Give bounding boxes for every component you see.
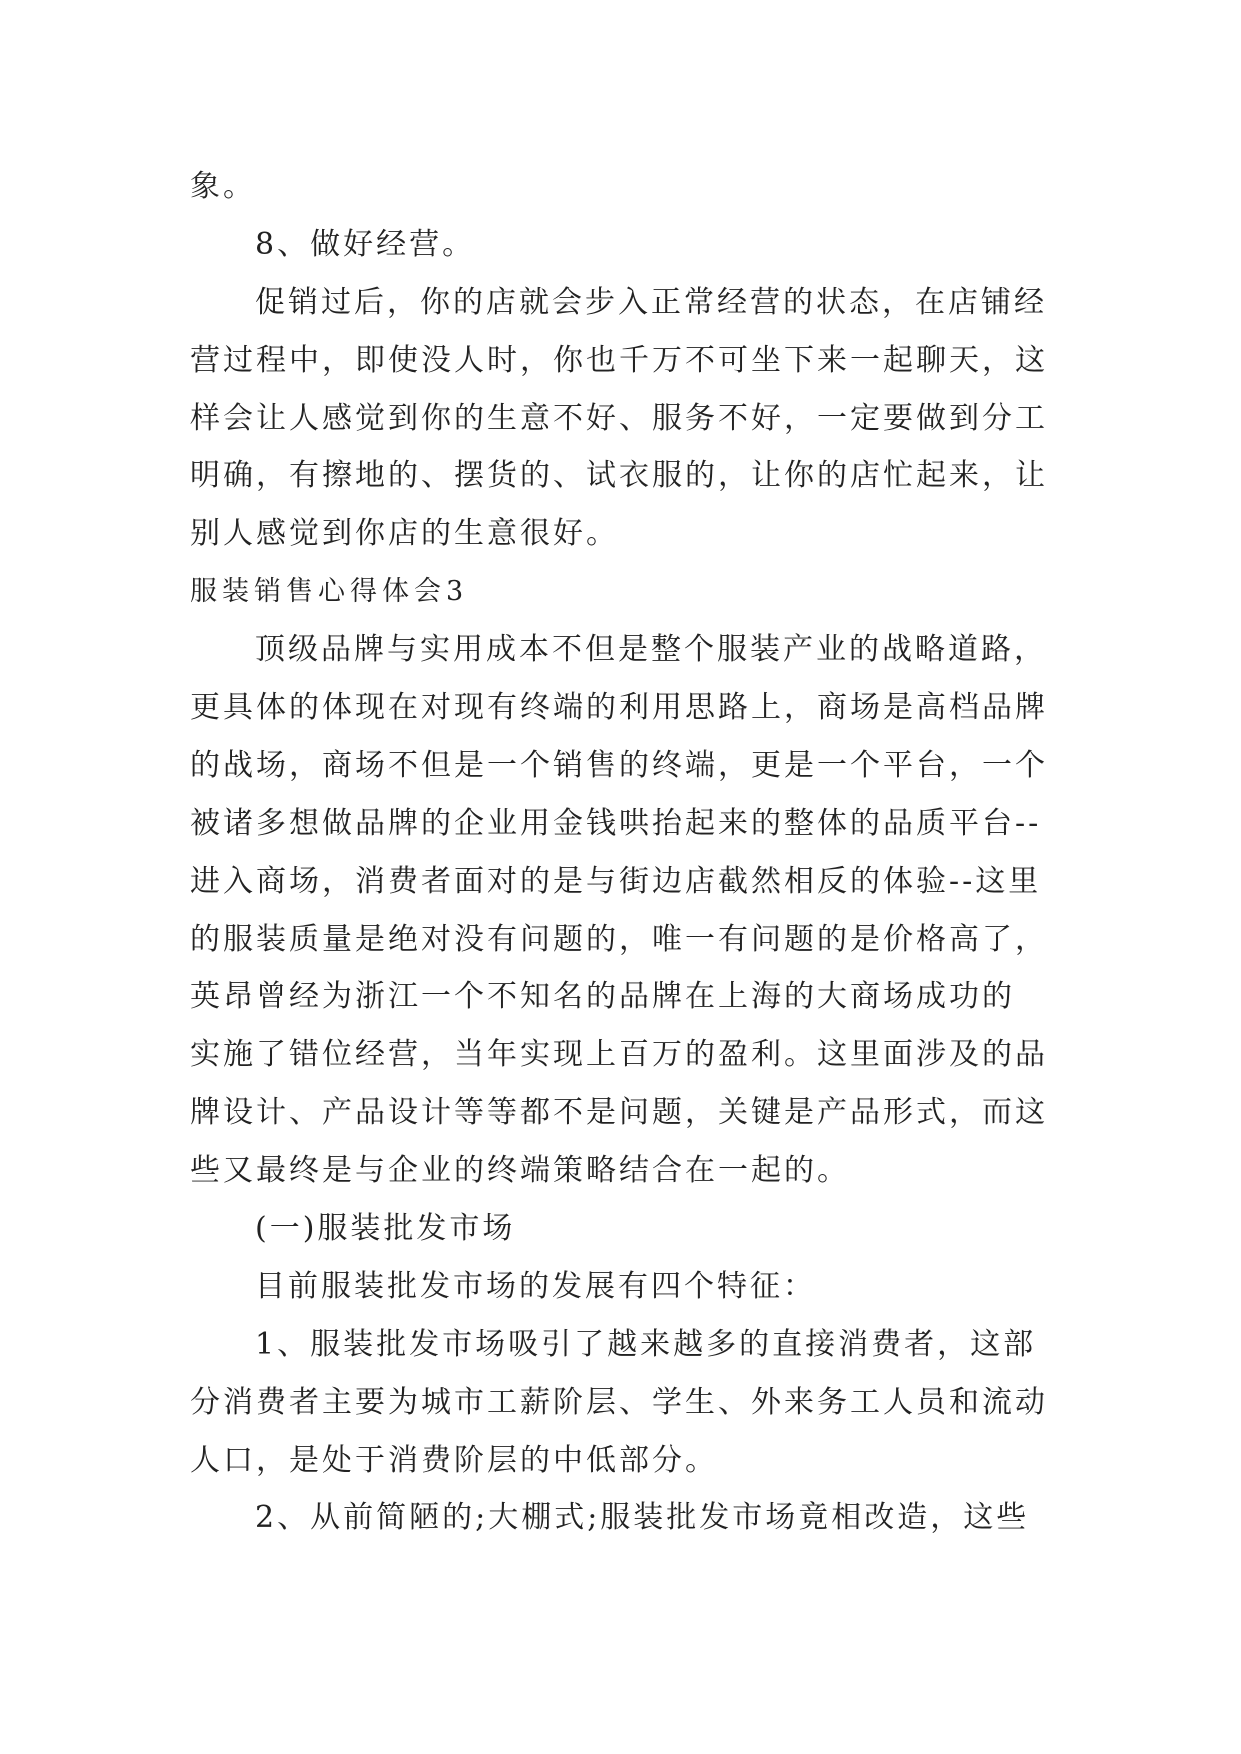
paragraph-line: 牌设计、产品设计等等都不是问题，关键是产品形式，而这 — [190, 1095, 1048, 1131]
paragraph-line: 8、做好经营。 — [255, 226, 476, 262]
paragraph-line: 更具体的体现在对现有终端的利用思路上，商场是高档品牌 — [190, 690, 1048, 726]
paragraph — [190, 621, 1070, 1200]
paragraph — [190, 1258, 1070, 1316]
list-item-paragraph — [190, 1316, 1070, 1490]
paragraph-line: 实施了错位经营，当年实现上百万的盈利。这里面涉及的品 — [190, 1037, 1048, 1073]
paragraph-line: 象。 — [190, 169, 256, 204]
document-body — [190, 158, 1070, 1547]
paragraph-line: 分消费者主要为城市工薪阶层、学生、外来务工人员和流动 — [190, 1384, 1048, 1420]
section-heading — [190, 563, 1070, 621]
paragraph-line: 别人感觉到你店的生意很好。 — [190, 516, 619, 552]
section-heading-text: 服装销售心得体会3 — [190, 576, 469, 608]
paragraph-line: 促销过后，你的店就会步入正常经营的状态，在店铺经 — [255, 284, 1047, 320]
paragraph-line: 被诸多想做品牌的企业用金钱哄抬起来的整体的品质平台-- — [190, 805, 1042, 841]
subsection-title-text: (一)服装批发市场 — [255, 1211, 516, 1247]
paragraph-line: 营过程中，即使没人时，你也千万不可坐下来一起聊天，这 — [190, 342, 1048, 378]
paragraph — [190, 274, 1070, 563]
paragraph — [190, 216, 1070, 274]
list-item-paragraph — [190, 1489, 1070, 1547]
paragraph-line: 些又最终是与企业的终端策略结合在一起的。 — [190, 1153, 850, 1189]
paragraph-line: 的服装质量是绝对没有问题的，唯一有问题的是价格高了， — [190, 921, 1048, 957]
paragraph-line: 2、从前简陋的;大棚式;服装批发市场竟相改造，这些 — [255, 1500, 1030, 1536]
paragraph-line: 的战场，商场不但是一个销售的终端，更是一个平台，一个 — [190, 747, 1048, 783]
continuation-paragraph — [190, 158, 1070, 216]
paragraph-line: 1、服装批发市场吸引了越来越多的直接消费者，这部 — [255, 1326, 1037, 1362]
paragraph-line: 明确，有擦地的、摆货的、试衣服的，让你的店忙起来，让 — [190, 458, 1048, 494]
paragraph-line: 目前服装批发市场的发展有四个特征： — [255, 1268, 816, 1304]
subsection-title — [190, 1200, 1070, 1258]
paragraph-line: 进入商场，消费者面对的是与街边店截然相反的体验--这里 — [190, 863, 1042, 899]
paragraph-line: 英昂曾经为浙江一个不知名的品牌在上海的大商场成功的 — [190, 979, 1015, 1015]
paragraph-line: 人口，是处于消费阶层的中低部分。 — [190, 1442, 718, 1478]
paragraph-line: 顶级品牌与实用成本不但是整个服装产业的战略道路， — [255, 632, 1047, 668]
paragraph-line: 样会让人感觉到你的生意不好、服务不好，一定要做到分工 — [190, 400, 1048, 436]
